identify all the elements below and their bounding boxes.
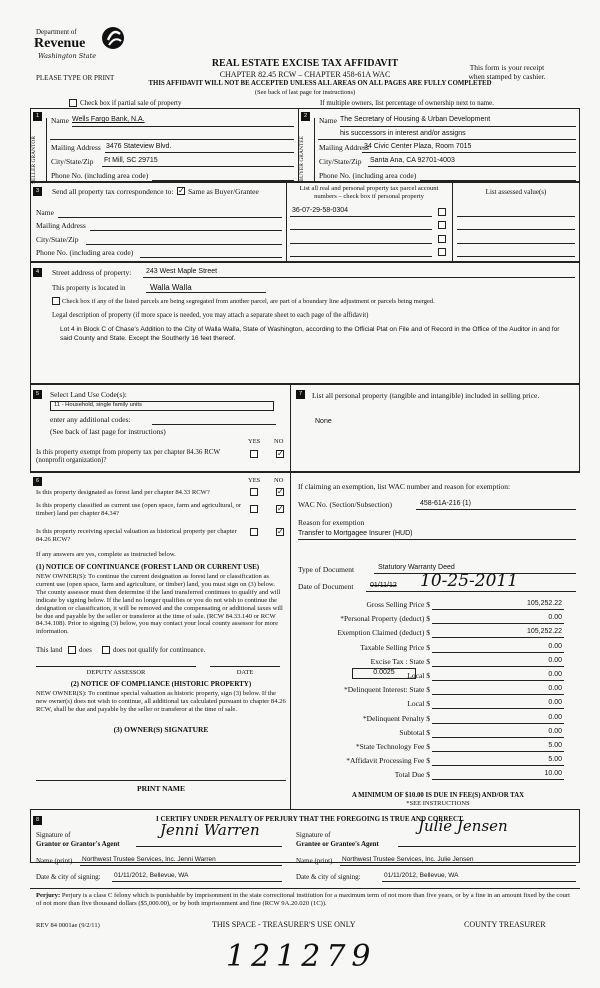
buyer-name-label: Name <box>319 116 337 125</box>
grantor-signature-label-2: Grantor or Grantor's Agent <box>36 840 120 848</box>
seller-name-value[interactable]: Wells Fargo Bank, N.A. <box>72 116 145 123</box>
notice-compliance-title: (2) NOTICE OF COMPLIANCE (HISTORIC PROPERTY) <box>70 680 252 688</box>
buyer-city-value[interactable]: Santa Ana, CA 92701-4003 <box>370 157 455 164</box>
current-use-no-checkbox[interactable]: ✓ <box>277 504 284 513</box>
tax-row-value[interactable]: 0.00 <box>548 699 562 707</box>
tax-row-value[interactable]: 0.00 <box>548 671 562 678</box>
does-not-label: does not qualify for continuance. <box>113 646 206 654</box>
document-date-handwritten[interactable]: 10-25-2011 <box>420 571 519 591</box>
street-address-value[interactable]: 243 West Maple Street <box>146 268 218 275</box>
exempt-yes-header: YES <box>248 438 261 445</box>
exempt-question: Is this property exempt from property tax per chapter 84.36 RCW (nonprofit organization)? <box>36 448 220 465</box>
tax-row-label: Total Due $ <box>394 770 430 780</box>
buyer-mailing-value[interactable]: 34 Civic Center Plaza, Room 7015 <box>364 143 472 150</box>
treasurer-use-label: THIS SPACE - TREASURER'S USE ONLY <box>212 920 356 929</box>
buyer-name-value[interactable]: The Secretary of Housing & Urban Development <box>340 116 491 123</box>
legal-description-value[interactable]: Lot 4 in Block C of Chase's Addition to the City of Walla Walla, State of Washington, according to the Official Plat on File and of Record in the Office of the Auditor in and for said County and State. Except the Southerly 16 feet thereof. <box>60 326 560 342</box>
forest-land-no-checkbox[interactable]: ✓ <box>277 487 284 496</box>
tax-row-label: *Delinquent Penalty $ <box>362 713 430 723</box>
seller-mailing-label: Mailing Address <box>51 143 101 152</box>
perjury-text: Perjury is a class C felony which is punishable by imprisonment in the state correctional institution for a maximum term of not more than five years, or by a fine in an amount fixed by the court of not more than five thousand dollars ($5,000.00), or by both imprisonment and fine (RCW 9A.20.020 (1C)). <box>36 892 570 908</box>
document-date-label: Date of Document <box>298 582 354 591</box>
tax-row-value[interactable]: 0.00 <box>548 656 562 664</box>
section-3-number: 3 <box>33 187 42 196</box>
tax-row-value[interactable]: 5.00 <box>548 742 562 749</box>
buyer-phone-label: Phone No. (including area code) <box>319 171 417 180</box>
section-2-number: 2 <box>301 112 310 121</box>
buyer-side-label: BUYER GRANTEE <box>299 136 305 182</box>
tax-row-label: Gross Selling Price $ <box>366 600 430 609</box>
seller-city-label: City/State/Zip <box>51 157 94 166</box>
legal-description-label: Legal description of property (if more space is needed, you may attach a separate sheet to each page of the affidavit) <box>52 312 369 319</box>
grantee-name-label: Name (print) <box>296 857 333 865</box>
grantor-date-label: Date & city of signing: <box>36 873 101 881</box>
historic-no-checkbox[interactable]: ✓ <box>277 527 284 536</box>
historic-question: Is this property receiving special valuation as historical property per chapter 84.26 RCW? <box>36 528 237 543</box>
this-land-label: This land <box>36 646 63 654</box>
tax-row-value[interactable]: 105,252.22 <box>526 628 562 636</box>
section-4-number: 4 <box>33 268 42 277</box>
current-use-question: Is this property classified as current use (open space, farm and agricultural, or timber) land per chapter 84.34? <box>36 502 242 517</box>
tax-row-label: *Delinquent Interest: State $ <box>343 685 430 695</box>
receipt-note-1: This form is your receipt <box>469 63 545 72</box>
grantee-signature-label-1: Signature of <box>296 831 331 839</box>
tax-row-label: Local $ <box>407 699 430 709</box>
exempt-yes-checkbox[interactable] <box>250 450 258 458</box>
reason-value[interactable]: Transfer to Mortgagee Insurer (HUD) <box>298 530 413 537</box>
local-rate-value: 0.0025 <box>373 669 395 676</box>
document-type-value[interactable]: Statutory Warranty Deed <box>378 564 455 571</box>
if-yes-note: If any answers are yes, complete as instructed below. <box>36 551 176 558</box>
section-5-number: 5 <box>33 390 42 399</box>
tax-row-value[interactable]: 0.00 <box>548 727 562 735</box>
additional-codes-label: enter any additional codes: <box>50 415 131 424</box>
grantee-signature[interactable]: Julie Jensen <box>418 817 508 835</box>
tax-row-value[interactable]: 10.00 <box>544 770 562 778</box>
partial-sale-label: Check box if partial sale of property <box>80 99 182 107</box>
grantor-name-value[interactable]: Northwest Trustee Services, Inc. Jenni Warren <box>82 856 216 863</box>
tax-row-value[interactable]: 0.00 <box>548 685 562 693</box>
perjury-notice <box>36 892 576 908</box>
correspondence-name-label: Name <box>36 208 54 217</box>
buyer-mailing-label: Mailing Address <box>319 143 369 152</box>
grantor-date-value[interactable]: 01/11/2012, Bellevue, WA <box>114 872 189 879</box>
correspondence-label: Send all property tax correspondence to: <box>52 187 174 196</box>
reason-label: Reason for exemption <box>298 518 365 527</box>
seller-side-label: SELLER GRANTOR <box>31 136 37 185</box>
correspondence-phone-label: Phone No. (including area code) <box>36 248 134 257</box>
exemption-label: If claiming an exemption, list WAC number and reason for exemption: <box>298 482 511 491</box>
form-warning: THIS AFFIDAVIT WILL NOT BE ACCEPTED UNLESS ALL AREAS ON ALL PAGES ARE FULLY COMPLETED <box>148 80 492 87</box>
form-title: REAL ESTATE EXCISE TAX AFFIDAVIT <box>211 58 399 69</box>
notice-compliance-text: NEW OWNER(S): To continue special valuation as historic property, sign (3) below. If the new owner(s) does not wish to continue, all additional tax calculated pursuant to chapter 84.26 RCW, shall be due and payable by the seller or transferor at the time of sale. <box>36 690 286 713</box>
grantor-signature[interactable]: Jenni Warren <box>160 821 260 839</box>
dept-line2: Revenue <box>34 36 86 51</box>
form-number: REV 84 0001ae (9/2/11) <box>36 922 100 929</box>
forest-land-yes-checkbox[interactable] <box>250 488 258 496</box>
seller-name-label: Name <box>51 116 69 125</box>
correspondence-city-label: City/State/Zip <box>36 235 79 244</box>
section-6-number: 6 <box>33 477 42 486</box>
tax-row-value[interactable]: 5.00 <box>548 756 562 764</box>
parcel-4-personal-checkbox[interactable] <box>438 248 446 256</box>
located-in-value[interactable]: Walla Walla <box>150 283 192 292</box>
personal-property-label: List all personal property (tangible and intangible) included in selling price. <box>312 391 540 400</box>
segregated-checkbox[interactable] <box>52 297 60 305</box>
seller-phone-label: Phone No. (including area code) <box>51 171 149 180</box>
tax-row-label: *Affidavit Processing Fee $ <box>346 756 430 766</box>
tax-row-label: Local $ <box>407 671 430 680</box>
section-4-box <box>30 262 580 384</box>
deputy-date-label: DATE <box>236 669 254 676</box>
grantee-name-value[interactable]: Northwest Trustee Services, Inc. Julie Jensen <box>342 856 474 863</box>
does-label: does <box>79 646 92 654</box>
print-note: PLEASE TYPE OR PRINT <box>36 74 115 82</box>
tax-row-value[interactable]: 0.00 <box>548 614 562 622</box>
dor-logo <box>30 22 130 70</box>
section-1-number: 1 <box>33 112 42 121</box>
parcel-header: List all real and personal property tax parcel account numbers – check box if personal property <box>299 185 439 200</box>
section-7-number: 7 <box>296 390 305 399</box>
county-treasurer-label: COUNTY TREASURER <box>464 920 546 929</box>
wac-value[interactable]: 458-61A-216 (1) <box>420 500 471 507</box>
parcel-1-value[interactable]: 36-07-29-58-0304 <box>292 207 349 214</box>
handwritten-receipt-number: 121279 <box>226 939 377 974</box>
document-date-struck: 01/11/12 <box>370 582 397 589</box>
print-name-label: PRINT NAME <box>137 784 185 793</box>
historic-yes-checkbox[interactable] <box>250 528 258 536</box>
dept-line3: Washington State <box>38 52 97 60</box>
document-type-label: Type of Document <box>298 565 355 574</box>
dept-line1: Department of <box>36 28 77 36</box>
dor-swirl-icon <box>100 24 126 52</box>
wac-label: WAC No. (Section/Subsection) <box>298 500 392 509</box>
section-6-no-header: NO <box>274 477 284 484</box>
buyer-city-label: City/State/Zip <box>319 157 362 166</box>
parcel-1-personal-checkbox[interactable] <box>438 208 446 216</box>
section-8-number: 8 <box>33 816 42 825</box>
owner-signature-label: (3) OWNER(S) SIGNATURE <box>113 725 209 734</box>
deputy-assessor-label: DEPUTY ASSESSOR <box>86 669 146 676</box>
grantor-name-label: Name (print) <box>36 857 73 865</box>
land-use-value: 11 - Household, single family units <box>54 402 142 408</box>
seller-mailing-value[interactable]: 3476 Stateview Blvd. <box>106 143 172 150</box>
perjury-label: Perjury: <box>36 892 61 899</box>
receipt-note-2: when stamped by cashier. <box>468 72 546 81</box>
tax-row-label: *State Technology Fee $ <box>355 742 430 751</box>
tax-row-label: Excise Tax : State $ <box>370 656 430 666</box>
current-use-yes-checkbox[interactable] <box>250 505 258 513</box>
tax-row-value[interactable]: 0.00 <box>548 713 562 721</box>
multiple-owners-note: If multiple owners, list percentage of ownership next to name. <box>320 99 494 107</box>
minimum-fee-note: A MINIMUM OF $10.00 IS DUE IN FEE(S) AND/OR TAX <box>351 792 525 799</box>
does-not-qualify-checkbox[interactable] <box>102 646 110 654</box>
personal-property-value[interactable]: None <box>315 418 332 425</box>
tax-row-value[interactable]: 105,252.22 <box>526 600 562 607</box>
exempt-no-checkbox[interactable]: ✓ <box>277 449 284 458</box>
partial-sale-checkbox[interactable] <box>69 99 77 107</box>
grantee-signature-label-2: Grantee or Grantee's Agent <box>296 840 379 848</box>
seller-city-value[interactable]: Ft Mill, SC 29715 <box>104 157 158 164</box>
assessed-header: List assessed value(s) <box>485 188 547 196</box>
grantor-signature-label-1: Signature of <box>36 831 71 839</box>
grantee-date-value[interactable]: 01/11/2012, Bellevue, WA <box>384 872 459 879</box>
section-6-yes-header: YES <box>248 477 261 484</box>
form-subtitle: CHAPTER 82.45 RCW – CHAPTER 458-61A WAC <box>219 70 391 79</box>
parcel-2-personal-checkbox[interactable] <box>438 221 446 229</box>
notice-continuance-text: NEW OWNER(S): To continue the current designation as forest land or classification as current use (open space, farm and agriculture, or timber) land, you must sign on (3) below. The county assessor must then determine if the land transferred continues to qualify and will indicate by signing below. If the land no longer qualifies or you do not wish to continue the designation or classification, it will be removed and the compensating or additional taxes will be due and payable by the seller or transferor at the time of sale. (RCW 84.33.140 or RCW 84.34.108). Prior to signing (3) below, you may contact your local county assessor for more information. <box>36 573 283 636</box>
buyer-name-continued[interactable]: his successors in interest and/or assigns <box>340 130 466 137</box>
segregated-label: Check box if any of the listed parcels are being segregated from another parcel, are part of a boundary line adjustment or parcels being merged. <box>62 298 435 305</box>
tax-row-label: *Personal Property (deduct) $ <box>340 614 430 624</box>
see-back-note: (See back of last page for instructions) <box>254 89 356 96</box>
tax-row-label: Exemption Claimed (deduct) $ <box>337 628 430 638</box>
street-address-label: Street address of property: <box>52 268 132 277</box>
same-as-buyer-label: Same as Buyer/Grantee <box>188 187 259 196</box>
same-as-buyer-checkbox[interactable]: ✓ <box>178 186 185 195</box>
located-in-label: This property is located in <box>52 284 126 292</box>
tax-row-label: Taxable Selling Price $ <box>360 642 430 652</box>
see-instructions-note: *SEE INSTRUCTIONS <box>406 800 470 807</box>
land-use-instructions: (See back of last page for instructions) <box>50 427 166 436</box>
land-use-label: Select Land Use Code(s): <box>50 390 127 399</box>
correspondence-mailing-label: Mailing Address <box>36 221 86 230</box>
grantee-date-label: Date & city of signing: <box>296 873 361 881</box>
notice-continuance-title: (1) NOTICE OF CONTINUANCE (FOREST LAND OR CURRENT USE) <box>36 563 260 571</box>
exempt-no-header: NO <box>274 438 284 445</box>
parcel-3-personal-checkbox[interactable] <box>438 235 446 243</box>
does-qualify-checkbox[interactable] <box>68 646 76 654</box>
tax-row-value[interactable]: 0.00 <box>548 642 562 650</box>
tax-row-label: Subtotal $ <box>399 727 430 737</box>
certify-statement: I CERTIFY UNDER PENALTY OF PERJURY THAT THE FOREGOING IS TRUE AND CORRECT. <box>155 815 464 823</box>
forest-land-question: Is this property designated as forest land per chapter 84.33 RCW? <box>36 489 210 496</box>
